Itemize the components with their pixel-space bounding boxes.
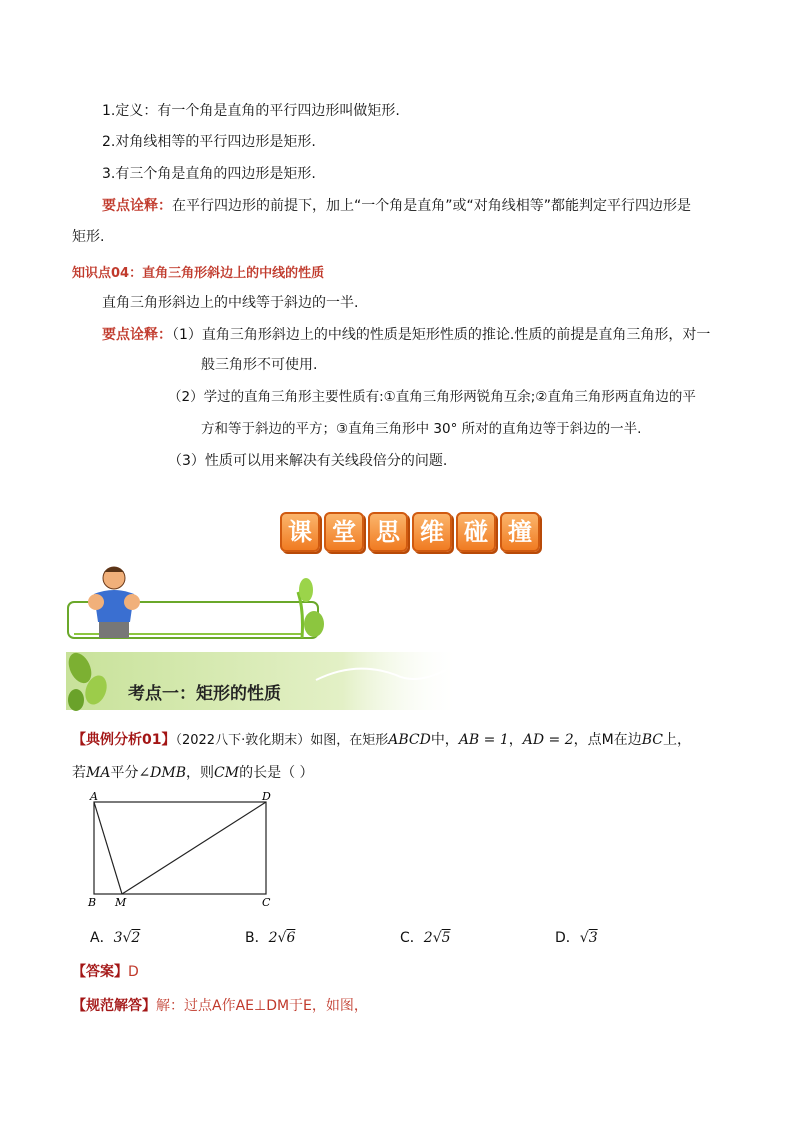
segment-md	[122, 802, 266, 894]
note-text-2: 矩形.	[72, 229, 105, 245]
text-tail: ，点M在边	[573, 732, 642, 748]
banner-char: 堂	[324, 512, 364, 552]
note-label: 要点诠释：	[102, 198, 172, 214]
option-coef: 2	[268, 930, 278, 946]
note-1	[102, 196, 691, 216]
option-c[interactable]	[400, 927, 451, 947]
option-radicand: 6	[286, 930, 296, 946]
note-text-1: 在平行四边形的前提下，加上“一个角是直角”或“对角线相等”都能判定平行四边形是	[172, 198, 692, 214]
banner-char: 碰	[456, 512, 496, 552]
text-l2c: ，则	[186, 765, 215, 781]
text-mid: 中，	[430, 732, 459, 748]
banner-char: 撞	[500, 512, 540, 552]
example-source: （2022八下·敦化期末）如图，在矩形	[175, 733, 389, 748]
math-bc: BC	[641, 732, 663, 748]
option-letter: D．	[555, 930, 580, 946]
text-l2b: 平分	[110, 765, 139, 781]
note-label: 要点诠释：	[102, 327, 172, 343]
math-abcd: ABCD	[388, 732, 431, 748]
option-letter: A．	[90, 930, 114, 946]
answer-tag: 【答案】	[72, 964, 128, 980]
solution-line	[72, 996, 368, 1016]
section-title: 考点一：矩形的性质	[128, 684, 281, 704]
text-l2a: 若	[72, 765, 86, 781]
option-radicand: 5	[441, 930, 451, 946]
kp-note-2a: （2）学过的直角三角形主要性质有:①直角三角形两锐角互余;②直角三角形两直角边的平	[168, 389, 696, 405]
option-b[interactable]	[245, 927, 295, 947]
sqrt-icon: √	[277, 930, 287, 946]
mascot-illustration	[66, 560, 336, 650]
math-ad: AD = 2	[522, 732, 574, 748]
banner-char: 课	[280, 512, 320, 552]
sqrt-icon: √	[122, 930, 132, 946]
definition-1: 1.定义：有一个角是直角的平行四边形叫做矩形.	[102, 103, 400, 119]
solution-text: 解：过点A作AE⊥DM于E，如图，	[156, 998, 368, 1014]
kp-note-1a: （1）直角三角形斜边上的中线的性质是矩形性质的推论.性质的前提是直角三角形，对一	[172, 327, 711, 343]
math-ab: AB = 1	[458, 732, 509, 748]
label-b: B	[88, 896, 97, 909]
example-tag: 【典例分析01】	[72, 732, 176, 748]
kp-note-3: （3）性质可以用来解决有关线段倍分的问题.	[168, 453, 448, 469]
option-coef: 2	[423, 930, 433, 946]
label-a: A	[90, 790, 98, 803]
banner-char: 思	[368, 512, 408, 552]
label-m: M	[115, 896, 127, 909]
sqrt-icon: √	[579, 930, 589, 946]
option-d[interactable]	[555, 927, 598, 947]
kp-note-2b: 方和等于斜边的平方；③直角三角形中 30° 所对的直角边等于斜边的一半.	[201, 421, 642, 437]
rectangle-figure	[84, 790, 284, 910]
math-ma: MA	[86, 765, 111, 781]
option-radicand: 3	[588, 930, 598, 946]
sqrt-icon: √	[432, 930, 442, 946]
definition-2: 2.对角线相等的平行四边形是矩形.	[102, 134, 316, 150]
text-sep: ，	[508, 732, 523, 748]
text-l2d: 的长是（ ）	[239, 765, 314, 781]
banner-title	[278, 512, 542, 552]
option-letter: B．	[245, 930, 269, 946]
option-letter: C．	[400, 930, 424, 946]
option-coef: 3	[113, 930, 123, 946]
text-tail2: 上，	[662, 732, 691, 748]
segment-am	[94, 802, 122, 894]
answer-value: D	[128, 964, 139, 980]
math-angle: ∠DMB	[138, 765, 187, 781]
example-line-1	[72, 730, 691, 751]
kp-note-1b: 般三角形不可使用.	[201, 357, 318, 373]
definition-3: 3.有三个角是直角的四边形是矩形.	[102, 166, 316, 182]
label-d: D	[262, 790, 271, 803]
label-c: C	[262, 896, 271, 909]
banner-char: 维	[412, 512, 452, 552]
option-a[interactable]	[90, 927, 140, 947]
math-cm: CM	[214, 765, 240, 781]
knowledge-point-title: 知识点04：直角三角形斜边上的中线的性质	[72, 266, 325, 281]
example-line-2	[72, 763, 314, 783]
answer-line	[72, 962, 139, 982]
solution-tag: 【规范解答】	[72, 998, 156, 1014]
option-radicand: 2	[131, 930, 141, 946]
rectangle-abcd	[94, 802, 266, 894]
kp-statement: 直角三角形斜边上的中线等于斜边的一半.	[102, 295, 359, 311]
kp-note-1	[102, 325, 710, 345]
